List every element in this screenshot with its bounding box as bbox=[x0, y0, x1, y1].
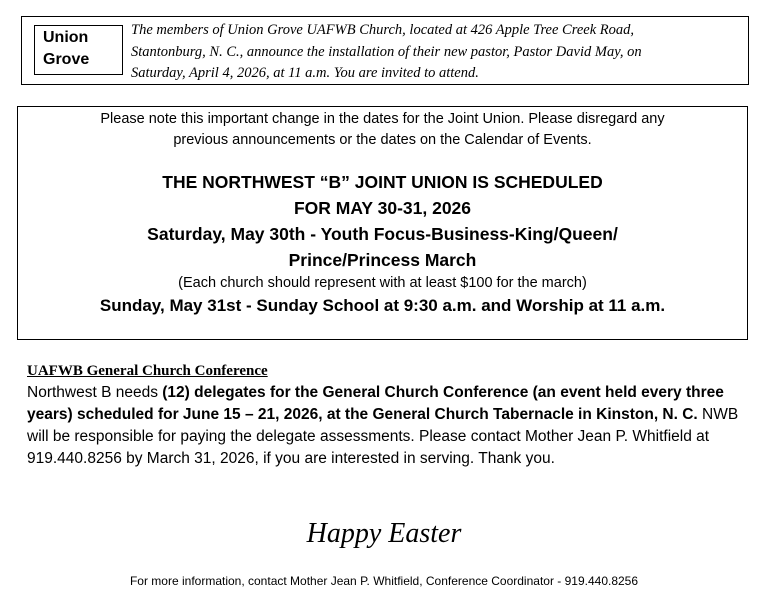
joint-union-heading-line-1: THE NORTHWEST “B” JOINT UNION IS SCHEDULED bbox=[162, 172, 603, 192]
saturday-schedule-line-2: Prince/Princess March bbox=[288, 250, 477, 270]
representation-note: (Each church should represent with at least $100 for the march) bbox=[178, 275, 587, 291]
union-grove-tag bbox=[34, 25, 123, 75]
sunday-schedule: Sunday, May 31st - Sunday School at 9:30 a.m. and Worship at 11 a.m. bbox=[99, 296, 666, 315]
conference-text-part-3: NWB will be responsible for paying the delegate assessments. Please contact Mother Jean P. Whitfield at 919.440.8256 by March 31, 2026, if you are interested in serving. Thank you. bbox=[27, 406, 739, 467]
conference-text-part-1: Northwest B needs bbox=[27, 384, 163, 401]
conference-title: UAFWB General Church Conference bbox=[27, 363, 268, 379]
general-conference-section bbox=[27, 360, 747, 470]
installation-notice: The members of Union Grove UAFWB Church, located at 426 Apple Tree Creek Road, Stantonburg, N. C., announce the installation of their new pastor, Pastor David May, on Saturday, April 4, 2026, at 11 a.m. You are invited to attend. bbox=[131, 22, 642, 81]
footer-contact: For more information, contact Mother Jean P. Whitfield, Conference Coordinator - 919.440.8256 bbox=[129, 574, 639, 588]
tag-line-2: Grove bbox=[43, 51, 90, 68]
saturday-schedule-line-1: Saturday, May 30th - Youth Focus-Business-King/Queen/ bbox=[147, 224, 618, 244]
joint-union-box bbox=[17, 106, 748, 340]
date-change-note-line-1: Please note this important change in the dates for the Joint Union. Please disregard any bbox=[100, 111, 665, 127]
union-grove-announcement-box bbox=[21, 16, 749, 85]
conference-body bbox=[27, 382, 747, 470]
happy-easter-greeting: Happy Easter bbox=[306, 518, 462, 549]
joint-union-heading-line-2: FOR MAY 30-31, 2026 bbox=[293, 198, 472, 218]
conference-text-bold: (12) delegates for the General Church Conference (an event held every three years) scheduled for June 15 – 21, 2026, at the General Church Tabernacle in Kinston, N. C. bbox=[27, 384, 724, 423]
date-change-note-line-2: previous announcements or the dates on the Calendar of Events. bbox=[173, 132, 592, 148]
tag-line-1: Union bbox=[43, 29, 89, 46]
